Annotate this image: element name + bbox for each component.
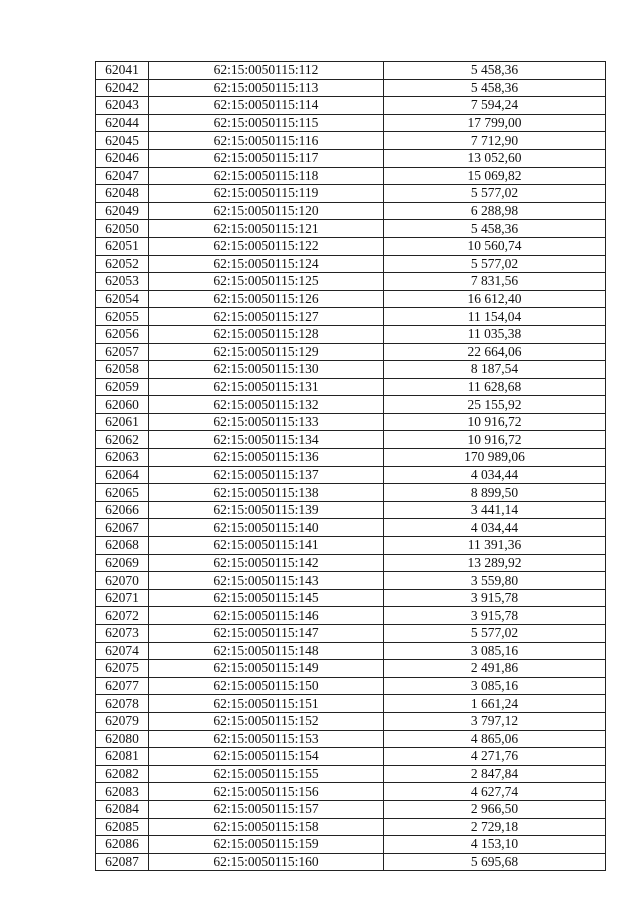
cadastral-number-cell: 62:15:0050115:133 — [149, 413, 384, 431]
cadastral-value-cell: 3 915,78 — [384, 589, 606, 607]
table-row — [96, 677, 606, 695]
cadastral-value-cell: 11 035,38 — [384, 325, 606, 343]
table-row — [96, 554, 606, 572]
cadastral-value-cell: 10 916,72 — [384, 431, 606, 449]
cadastral-number-cell: 62:15:0050115:119 — [149, 185, 384, 203]
cadastral-number-cell: 62:15:0050115:145 — [149, 589, 384, 607]
cadastral-number-cell: 62:15:0050115:155 — [149, 765, 384, 783]
cadastral-value-cell: 5 577,02 — [384, 185, 606, 203]
row-number-cell: 62048 — [96, 185, 149, 203]
cadastral-number-cell: 62:15:0050115:124 — [149, 255, 384, 273]
cadastral-number-cell: 62:15:0050115:143 — [149, 572, 384, 590]
cadastral-value-cell: 10 916,72 — [384, 413, 606, 431]
row-number-cell: 62043 — [96, 97, 149, 115]
table-row — [96, 325, 606, 343]
table-row — [96, 290, 606, 308]
table-row — [96, 748, 606, 766]
cadastral-number-cell: 62:15:0050115:148 — [149, 642, 384, 660]
cadastral-value-cell: 10 560,74 — [384, 237, 606, 255]
row-number-cell: 62073 — [96, 625, 149, 643]
table-row — [96, 343, 606, 361]
cadastral-value-cell: 3 797,12 — [384, 712, 606, 730]
row-number-cell: 62047 — [96, 167, 149, 185]
table-row — [96, 783, 606, 801]
table-row — [96, 79, 606, 97]
cadastral-value-cell: 4 865,06 — [384, 730, 606, 748]
row-number-cell: 62059 — [96, 378, 149, 396]
table-row — [96, 62, 606, 80]
cadastral-value-cell: 8 187,54 — [384, 361, 606, 379]
cadastral-value-cell: 7 831,56 — [384, 273, 606, 291]
cadastral-number-cell: 62:15:0050115:151 — [149, 695, 384, 713]
cadastral-value-cell: 3 915,78 — [384, 607, 606, 625]
row-number-cell: 62057 — [96, 343, 149, 361]
table-row — [96, 537, 606, 555]
cadastral-number-cell: 62:15:0050115:137 — [149, 466, 384, 484]
table-row — [96, 501, 606, 519]
cadastral-number-cell: 62:15:0050115:121 — [149, 220, 384, 238]
cadastral-number-cell: 62:15:0050115:134 — [149, 431, 384, 449]
row-number-cell: 62074 — [96, 642, 149, 660]
cadastral-number-cell: 62:15:0050115:130 — [149, 361, 384, 379]
table-row — [96, 255, 606, 273]
cadastral-value-cell: 4 271,76 — [384, 748, 606, 766]
row-number-cell: 62070 — [96, 572, 149, 590]
row-number-cell: 62066 — [96, 501, 149, 519]
row-number-cell: 62078 — [96, 695, 149, 713]
row-number-cell: 62053 — [96, 273, 149, 291]
row-number-cell: 62083 — [96, 783, 149, 801]
cadastral-value-cell: 2 966,50 — [384, 800, 606, 818]
table-body — [96, 62, 606, 871]
cadastral-number-cell: 62:15:0050115:112 — [149, 62, 384, 80]
cadastral-value-cell: 3 085,16 — [384, 642, 606, 660]
cadastral-number-cell: 62:15:0050115:127 — [149, 308, 384, 326]
cadastral-value-cell: 5 458,36 — [384, 220, 606, 238]
cadastral-number-cell: 62:15:0050115:113 — [149, 79, 384, 97]
cadastral-value-cell: 8 899,50 — [384, 484, 606, 502]
cadastral-value-cell: 5 458,36 — [384, 62, 606, 80]
cadastral-number-cell: 62:15:0050115:118 — [149, 167, 384, 185]
table-row — [96, 765, 606, 783]
cadastral-number-cell: 62:15:0050115:128 — [149, 325, 384, 343]
table-row — [96, 202, 606, 220]
row-number-cell: 62087 — [96, 853, 149, 871]
cadastral-value-cell: 5 695,68 — [384, 853, 606, 871]
cadastral-value-cell: 7 594,24 — [384, 97, 606, 115]
cadastral-value-cell: 2 847,84 — [384, 765, 606, 783]
table-row — [96, 114, 606, 132]
table-row — [96, 642, 606, 660]
cadastral-number-cell: 62:15:0050115:158 — [149, 818, 384, 836]
table-row — [96, 220, 606, 238]
table-row — [96, 273, 606, 291]
cadastral-number-cell: 62:15:0050115:147 — [149, 625, 384, 643]
cadastral-number-cell: 62:15:0050115:122 — [149, 237, 384, 255]
cadastral-number-cell: 62:15:0050115:140 — [149, 519, 384, 537]
cadastral-number-cell: 62:15:0050115:152 — [149, 712, 384, 730]
table-row — [96, 466, 606, 484]
table-row — [96, 730, 606, 748]
row-number-cell: 62086 — [96, 836, 149, 854]
row-number-cell: 62065 — [96, 484, 149, 502]
row-number-cell: 62054 — [96, 290, 149, 308]
row-number-cell: 62046 — [96, 149, 149, 167]
cadastral-value-cell: 13 052,60 — [384, 149, 606, 167]
table-row — [96, 97, 606, 115]
cadastral-value-cell: 6 288,98 — [384, 202, 606, 220]
cadastral-value-cell: 170 989,06 — [384, 449, 606, 467]
row-number-cell: 62052 — [96, 255, 149, 273]
cadastral-number-cell: 62:15:0050115:160 — [149, 853, 384, 871]
table-row — [96, 185, 606, 203]
row-number-cell: 62049 — [96, 202, 149, 220]
cadastral-number-cell: 62:15:0050115:159 — [149, 836, 384, 854]
table-row — [96, 396, 606, 414]
cadastral-number-cell: 62:15:0050115:116 — [149, 132, 384, 150]
cadastral-value-cell: 13 289,92 — [384, 554, 606, 572]
row-number-cell: 62063 — [96, 449, 149, 467]
row-number-cell: 62061 — [96, 413, 149, 431]
row-number-cell: 62081 — [96, 748, 149, 766]
cadastral-value-cell: 3 085,16 — [384, 677, 606, 695]
row-number-cell: 62045 — [96, 132, 149, 150]
cadastral-value-cell: 4 627,74 — [384, 783, 606, 801]
table-row — [96, 800, 606, 818]
cadastral-value-cell: 15 069,82 — [384, 167, 606, 185]
cadastral-number-cell: 62:15:0050115:154 — [149, 748, 384, 766]
row-number-cell: 62082 — [96, 765, 149, 783]
row-number-cell: 62072 — [96, 607, 149, 625]
row-number-cell: 62058 — [96, 361, 149, 379]
cadastral-value-table — [95, 61, 606, 871]
table-row — [96, 660, 606, 678]
table-row — [96, 607, 606, 625]
cadastral-number-cell: 62:15:0050115:117 — [149, 149, 384, 167]
table-row — [96, 572, 606, 590]
cadastral-number-cell: 62:15:0050115:126 — [149, 290, 384, 308]
table-row — [96, 836, 606, 854]
table-row — [96, 625, 606, 643]
cadastral-number-cell: 62:15:0050115:139 — [149, 501, 384, 519]
row-number-cell: 62050 — [96, 220, 149, 238]
row-number-cell: 62051 — [96, 237, 149, 255]
cadastral-number-cell: 62:15:0050115:149 — [149, 660, 384, 678]
row-number-cell: 62042 — [96, 79, 149, 97]
cadastral-value-cell: 2 729,18 — [384, 818, 606, 836]
row-number-cell: 62071 — [96, 589, 149, 607]
table-row — [96, 149, 606, 167]
cadastral-number-cell: 62:15:0050115:125 — [149, 273, 384, 291]
row-number-cell: 62064 — [96, 466, 149, 484]
cadastral-number-cell: 62:15:0050115:131 — [149, 378, 384, 396]
row-number-cell: 62075 — [96, 660, 149, 678]
table-row — [96, 167, 606, 185]
table-row — [96, 308, 606, 326]
cadastral-value-cell: 5 577,02 — [384, 625, 606, 643]
cadastral-number-cell: 62:15:0050115:150 — [149, 677, 384, 695]
table-row — [96, 413, 606, 431]
cadastral-value-cell: 16 612,40 — [384, 290, 606, 308]
row-number-cell: 62056 — [96, 325, 149, 343]
cadastral-number-cell: 62:15:0050115:114 — [149, 97, 384, 115]
cadastral-value-cell: 11 154,04 — [384, 308, 606, 326]
cadastral-value-cell: 2 491,86 — [384, 660, 606, 678]
cadastral-number-cell: 62:15:0050115:153 — [149, 730, 384, 748]
cadastral-value-cell: 11 628,68 — [384, 378, 606, 396]
cadastral-value-cell: 25 155,92 — [384, 396, 606, 414]
cadastral-value-cell: 1 661,24 — [384, 695, 606, 713]
row-number-cell: 62077 — [96, 677, 149, 695]
cadastral-value-cell: 4 153,10 — [384, 836, 606, 854]
table-row — [96, 449, 606, 467]
table-row — [96, 589, 606, 607]
cadastral-value-cell: 3 559,80 — [384, 572, 606, 590]
cadastral-number-cell: 62:15:0050115:146 — [149, 607, 384, 625]
cadastral-number-cell: 62:15:0050115:136 — [149, 449, 384, 467]
cadastral-value-cell: 5 577,02 — [384, 255, 606, 273]
cadastral-value-cell: 3 441,14 — [384, 501, 606, 519]
cadastral-number-cell: 62:15:0050115:142 — [149, 554, 384, 572]
cadastral-value-cell: 4 034,44 — [384, 466, 606, 484]
table-row — [96, 132, 606, 150]
cadastral-number-cell: 62:15:0050115:141 — [149, 537, 384, 555]
cadastral-value-cell: 4 034,44 — [384, 519, 606, 537]
row-number-cell: 62060 — [96, 396, 149, 414]
table-row — [96, 378, 606, 396]
table-row — [96, 695, 606, 713]
cadastral-value-cell: 11 391,36 — [384, 537, 606, 555]
row-number-cell: 62085 — [96, 818, 149, 836]
cadastral-value-cell: 5 458,36 — [384, 79, 606, 97]
row-number-cell: 62084 — [96, 800, 149, 818]
row-number-cell: 62080 — [96, 730, 149, 748]
cadastral-value-cell: 22 664,06 — [384, 343, 606, 361]
row-number-cell: 62069 — [96, 554, 149, 572]
table-row — [96, 361, 606, 379]
cadastral-number-cell: 62:15:0050115:132 — [149, 396, 384, 414]
cadastral-value-cell: 17 799,00 — [384, 114, 606, 132]
row-number-cell: 62067 — [96, 519, 149, 537]
cadastral-number-cell: 62:15:0050115:129 — [149, 343, 384, 361]
table-row — [96, 237, 606, 255]
table-row — [96, 712, 606, 730]
cadastral-value-cell: 7 712,90 — [384, 132, 606, 150]
row-number-cell: 62068 — [96, 537, 149, 555]
table-row — [96, 853, 606, 871]
cadastral-number-cell: 62:15:0050115:115 — [149, 114, 384, 132]
table-row — [96, 431, 606, 449]
table-row — [96, 818, 606, 836]
row-number-cell: 62062 — [96, 431, 149, 449]
row-number-cell: 62079 — [96, 712, 149, 730]
cadastral-number-cell: 62:15:0050115:156 — [149, 783, 384, 801]
row-number-cell: 62044 — [96, 114, 149, 132]
row-number-cell: 62041 — [96, 62, 149, 80]
table-row — [96, 484, 606, 502]
row-number-cell: 62055 — [96, 308, 149, 326]
cadastral-number-cell: 62:15:0050115:157 — [149, 800, 384, 818]
table-row — [96, 519, 606, 537]
cadastral-number-cell: 62:15:0050115:120 — [149, 202, 384, 220]
cadastral-number-cell: 62:15:0050115:138 — [149, 484, 384, 502]
